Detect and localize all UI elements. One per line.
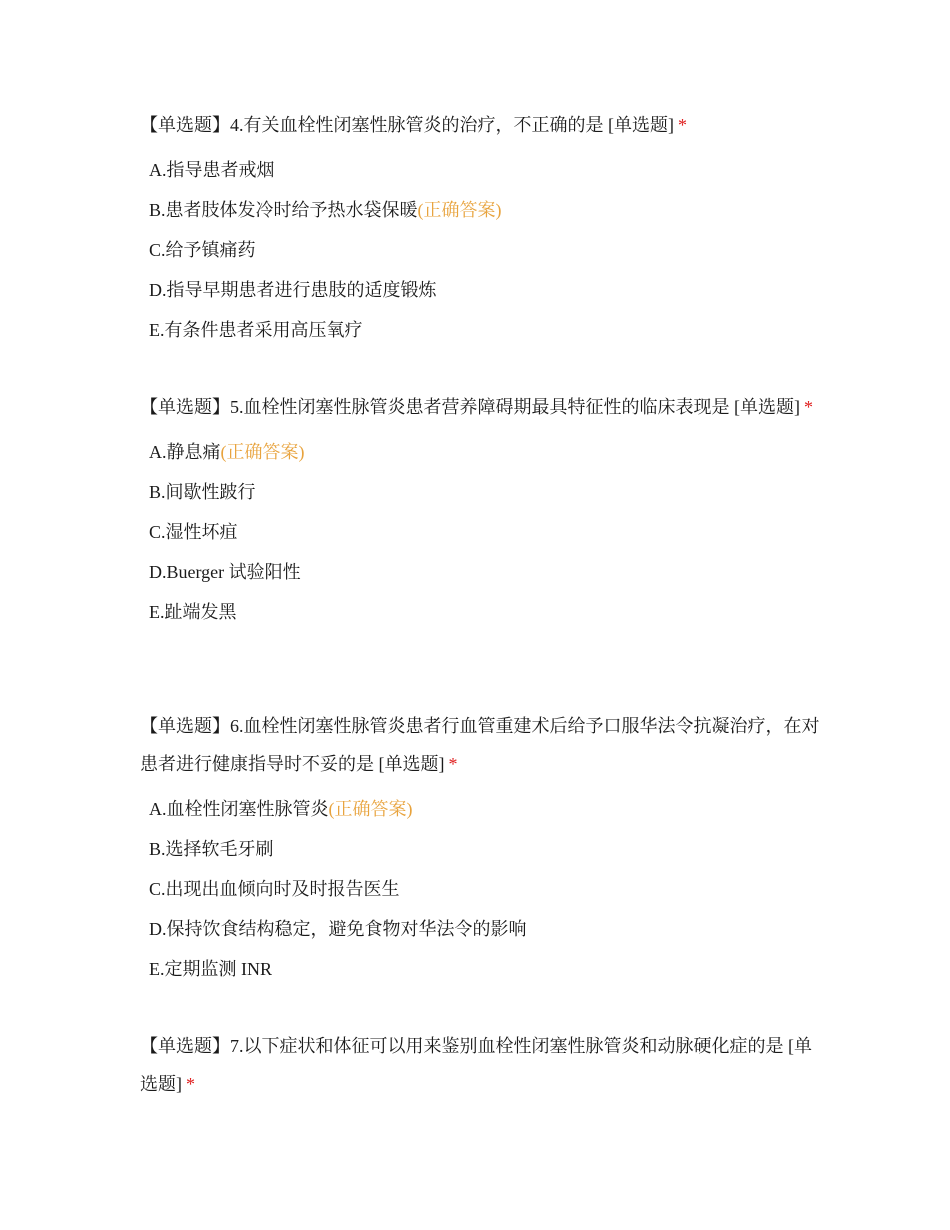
option-c[interactable] bbox=[149, 869, 820, 909]
option-b[interactable] bbox=[149, 829, 820, 869]
required-mark: * bbox=[186, 1074, 195, 1094]
option-text: A.静息痛 bbox=[149, 442, 221, 462]
option-list bbox=[140, 432, 820, 632]
option-b[interactable] bbox=[149, 472, 820, 512]
question-6 bbox=[140, 707, 820, 989]
option-text: E.趾端发黑 bbox=[149, 602, 237, 622]
option-e[interactable] bbox=[149, 310, 820, 350]
correct-answer-tag: (正确答案) bbox=[220, 442, 305, 462]
required-mark: * bbox=[448, 754, 458, 774]
required-mark: * bbox=[678, 115, 687, 135]
question-text: 【单选题】4.有关血栓性闭塞性脉管炎的治疗，不正确的是 [单选题] bbox=[140, 115, 674, 135]
option-d[interactable] bbox=[149, 552, 820, 592]
option-text: A.指导患者戒烟 bbox=[149, 160, 275, 180]
question-4 bbox=[140, 106, 820, 350]
question-title bbox=[140, 388, 820, 426]
question-text: 【单选题】7.以下症状和体征可以用来鉴别血栓性闭塞性脉管炎和动脉硬化症的是 [单选题] bbox=[140, 1036, 812, 1094]
option-a[interactable] bbox=[149, 789, 820, 829]
option-text: C.给予镇痛药 bbox=[149, 240, 256, 260]
option-list bbox=[140, 789, 820, 989]
option-d[interactable] bbox=[149, 909, 820, 949]
question-text: 【单选题】5.血栓性闭塞性脉管炎患者营养障碍期最具特征性的临床表现是 [单选题] bbox=[140, 397, 800, 417]
question-text: 【单选题】6.血栓性闭塞性脉管炎患者行血管重建术后给予口服华法令抗凝治疗，在对患者进行健康指导时不妥的是 [单选题] bbox=[140, 716, 820, 774]
option-d[interactable] bbox=[149, 270, 820, 310]
required-mark: * bbox=[804, 397, 813, 417]
option-a[interactable] bbox=[149, 150, 820, 190]
correct-answer-tag: (正确答案) bbox=[328, 799, 413, 819]
option-text: B.间歇性跛行 bbox=[149, 482, 256, 502]
option-e[interactable] bbox=[149, 592, 820, 632]
option-e[interactable] bbox=[149, 949, 820, 989]
option-text: D.指导早期患者进行患肢的适度锻炼 bbox=[149, 280, 437, 300]
option-text: C.湿性坏疽 bbox=[149, 522, 238, 542]
option-text: C.出现出血倾向时及时报告医生 bbox=[149, 879, 400, 899]
option-text: D.Buerger 试验阳性 bbox=[149, 562, 301, 582]
option-list bbox=[140, 150, 820, 350]
option-text: E.有条件患者采用高压氧疗 bbox=[149, 320, 363, 340]
option-text: A.血栓性闭塞性脉管炎 bbox=[149, 799, 329, 819]
option-c[interactable] bbox=[149, 230, 820, 270]
question-7 bbox=[140, 1027, 820, 1103]
option-text: B.选择软毛牙刷 bbox=[149, 839, 274, 859]
question-title bbox=[140, 106, 820, 144]
option-b[interactable] bbox=[149, 190, 820, 230]
option-c[interactable] bbox=[149, 512, 820, 552]
option-text: B.患者肢体发冷时给予热水袋保暖 bbox=[149, 200, 418, 220]
option-a[interactable] bbox=[149, 432, 820, 472]
option-text: D.保持饮食结构稳定，避免食物对华法令的影响 bbox=[149, 919, 527, 939]
question-5 bbox=[140, 388, 820, 632]
question-title bbox=[140, 707, 820, 783]
option-text: E.定期监测 INR bbox=[149, 959, 272, 979]
correct-answer-tag: (正确答案) bbox=[417, 200, 502, 220]
question-title bbox=[140, 1027, 820, 1103]
